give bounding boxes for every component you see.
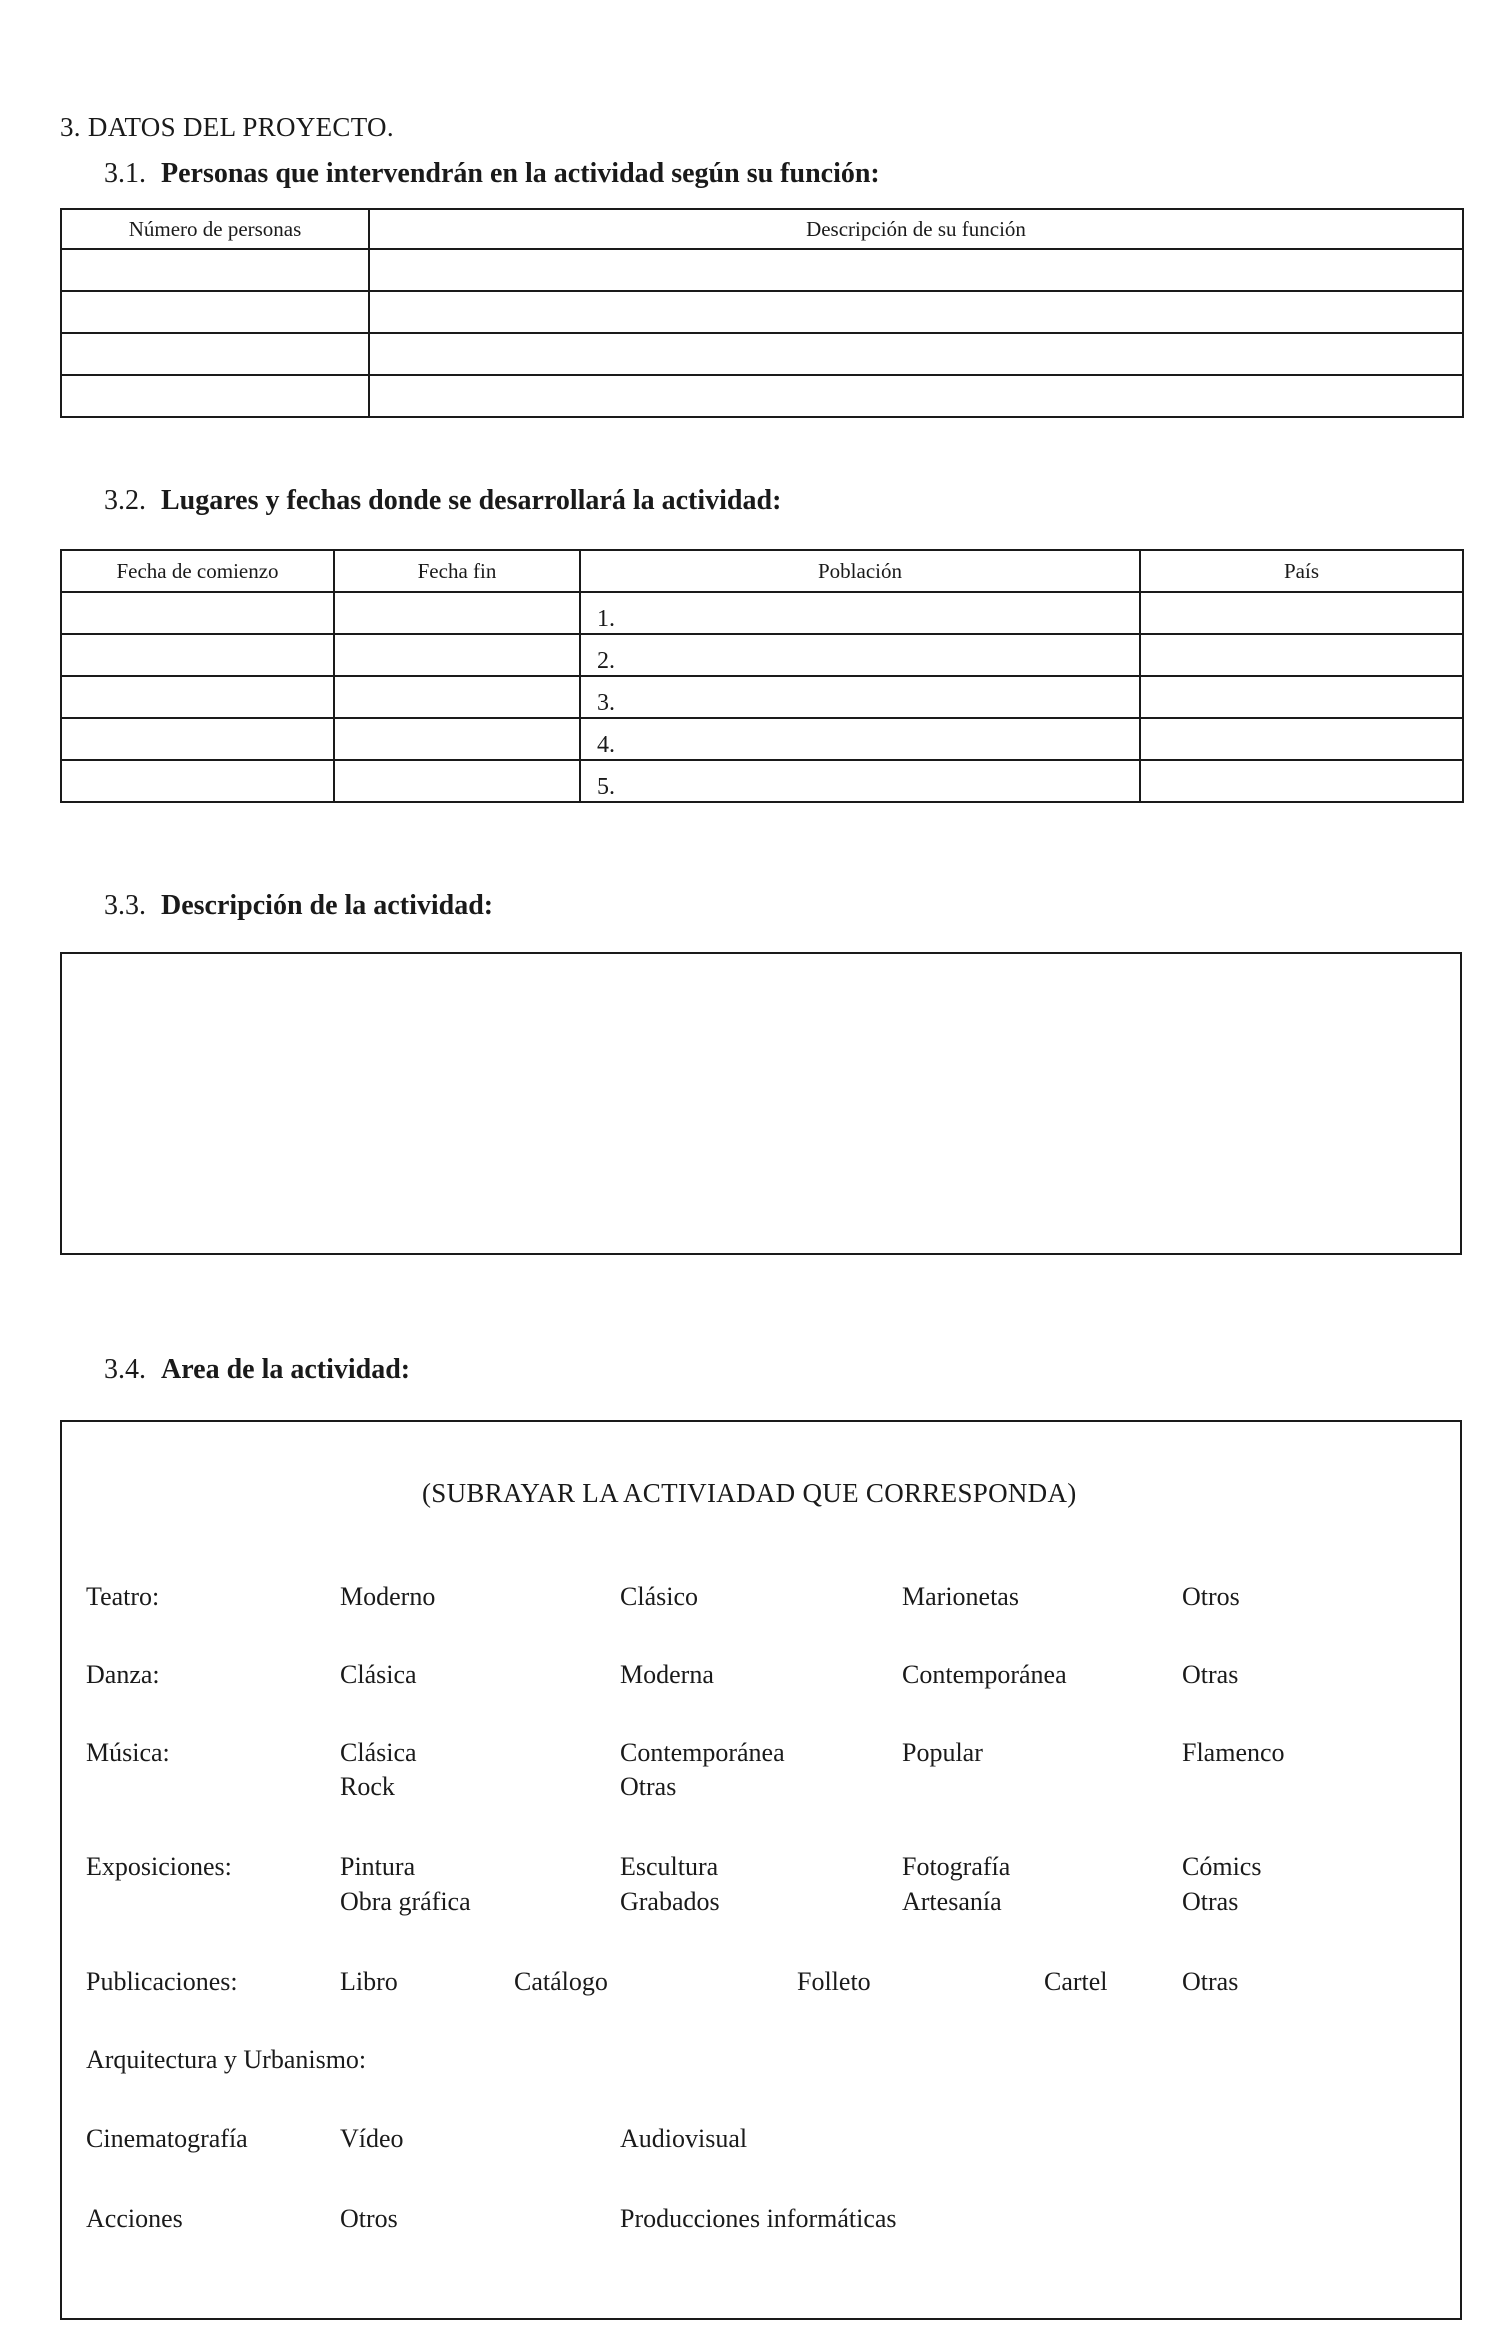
option-danza-clasica[interactable]: Clásica — [340, 1660, 417, 1689]
category-label-publicaciones: Publicaciones: — [86, 1967, 238, 1996]
option-musica-clasica[interactable]: Clásica — [340, 1738, 417, 1767]
option-teatro-clasico[interactable]: Clásico — [620, 1582, 698, 1611]
numero-cell[interactable] — [61, 249, 369, 291]
subsection-title: Personas que intervendrán en la actividad según su función: — [161, 158, 880, 189]
lugares-table — [60, 549, 1464, 803]
descripcion-textbox[interactable] — [60, 952, 1462, 1255]
fecha-comienzo-cell[interactable] — [61, 676, 334, 718]
option-audiovisual[interactable]: Audiovisual — [620, 2124, 748, 2153]
option-musica-otras[interactable]: Otras — [620, 1772, 677, 1801]
descripcion-cell[interactable] — [369, 291, 1463, 333]
pais-cell[interactable] — [1140, 718, 1463, 760]
category-label-teatro: Teatro: — [86, 1582, 160, 1611]
option-exposiciones-artesania[interactable]: Artesanía — [902, 1887, 1002, 1916]
option-danza-otras[interactable]: Otras — [1182, 1660, 1239, 1689]
pais-cell[interactable] — [1140, 760, 1463, 802]
option-exposiciones-fotografia[interactable]: Fotografía — [902, 1852, 1011, 1881]
category-label-arquitectura[interactable]: Arquitectura y Urbanismo: — [86, 2045, 367, 2074]
descripcion-cell[interactable] — [369, 333, 1463, 375]
option-exposiciones-pintura[interactable]: Pintura — [340, 1852, 416, 1881]
option-acciones-otros[interactable]: Otros — [340, 2204, 398, 2233]
column-header-fecha-comienzo: Fecha de comienzo — [61, 550, 334, 592]
poblacion-cell[interactable]: 1. — [580, 592, 1140, 634]
area-actividad-box — [60, 1420, 1462, 2320]
poblacion-cell[interactable]: 2. — [580, 634, 1140, 676]
option-exposiciones-otras[interactable]: Otras — [1182, 1887, 1239, 1916]
subsection-title: Descripción de la actividad: — [161, 890, 494, 921]
poblacion-cell[interactable]: 3. — [580, 676, 1140, 718]
fecha-comienzo-cell[interactable] — [61, 718, 334, 760]
option-acciones[interactable]: Acciones — [86, 2204, 183, 2233]
option-exposiciones-comics[interactable]: Cómics — [1182, 1852, 1262, 1881]
category-label-danza: Danza: — [86, 1660, 160, 1689]
poblacion-cell[interactable]: 4. — [580, 718, 1140, 760]
pais-cell[interactable] — [1140, 592, 1463, 634]
subsection-3-1-heading — [104, 158, 880, 190]
subsection-title: Lugares y fechas donde se desarrollará la actividad: — [161, 485, 782, 516]
option-musica-rock[interactable]: Rock — [340, 1772, 395, 1801]
option-producciones-informaticas[interactable]: Producciones informáticas — [620, 2204, 897, 2233]
option-publicaciones-catalogo[interactable]: Catálogo — [514, 1967, 608, 1996]
subsection-number: 3.3. — [104, 890, 146, 921]
option-musica-flamenco[interactable]: Flamenco — [1182, 1738, 1285, 1767]
column-header-numero: Número de personas — [61, 209, 369, 249]
fecha-comienzo-cell[interactable] — [61, 592, 334, 634]
subsection-number: 3.4. — [104, 1354, 146, 1385]
subsection-number: 3.2. — [104, 485, 146, 516]
category-label-exposiciones: Exposiciones: — [86, 1852, 232, 1881]
section-title: 3. DATOS DEL PROYECTO. — [60, 112, 394, 142]
fecha-fin-cell[interactable] — [334, 634, 580, 676]
fecha-comienzo-cell[interactable] — [61, 634, 334, 676]
subsection-3-2-heading — [104, 485, 781, 517]
fecha-fin-cell[interactable] — [334, 592, 580, 634]
column-header-poblacion: Población — [580, 550, 1140, 592]
option-publicaciones-libro[interactable]: Libro — [340, 1967, 398, 1996]
option-publicaciones-folleto[interactable]: Folleto — [797, 1967, 871, 1996]
option-cinematografia[interactable]: Cinematografía — [86, 2124, 248, 2153]
personas-table — [60, 208, 1464, 418]
option-publicaciones-cartel[interactable]: Cartel — [1044, 1967, 1108, 1996]
pais-cell[interactable] — [1140, 676, 1463, 718]
descripcion-cell[interactable] — [369, 375, 1463, 417]
numero-cell[interactable] — [61, 333, 369, 375]
option-danza-contemporanea[interactable]: Contemporánea — [902, 1660, 1067, 1689]
option-teatro-marionetas[interactable]: Marionetas — [902, 1582, 1019, 1611]
category-label-musica: Música: — [86, 1738, 170, 1767]
numero-cell[interactable] — [61, 375, 369, 417]
option-teatro-moderno[interactable]: Moderno — [340, 1582, 436, 1611]
column-header-fecha-fin: Fecha fin — [334, 550, 580, 592]
instruction-text: (SUBRAYAR LA ACTIVIADAD QUE CORRESPONDA) — [422, 1478, 1077, 1508]
option-teatro-otros[interactable]: Otros — [1182, 1582, 1240, 1611]
descripcion-cell[interactable] — [369, 249, 1463, 291]
fecha-comienzo-cell[interactable] — [61, 760, 334, 802]
subsection-title: Area de la actividad: — [161, 1354, 411, 1385]
option-publicaciones-otras[interactable]: Otras — [1182, 1967, 1239, 1996]
numero-cell[interactable] — [61, 291, 369, 333]
option-musica-popular[interactable]: Popular — [902, 1738, 983, 1767]
fecha-fin-cell[interactable] — [334, 760, 580, 802]
fecha-fin-cell[interactable] — [334, 676, 580, 718]
fecha-fin-cell[interactable] — [334, 718, 580, 760]
subsection-3-4-heading — [104, 1354, 410, 1386]
column-header-descripcion: Descripción de su función — [369, 209, 1463, 249]
option-exposiciones-obra-grafica[interactable]: Obra gráfica — [340, 1887, 471, 1916]
column-header-pais: País — [1140, 550, 1463, 592]
option-musica-contemporanea[interactable]: Contemporánea — [620, 1738, 785, 1767]
pais-cell[interactable] — [1140, 634, 1463, 676]
poblacion-cell[interactable]: 5. — [580, 760, 1140, 802]
option-exposiciones-escultura[interactable]: Escultura — [620, 1852, 719, 1881]
option-video[interactable]: Vídeo — [340, 2124, 404, 2153]
option-exposiciones-grabados[interactable]: Grabados — [620, 1887, 720, 1916]
subsection-number: 3.1. — [104, 158, 146, 189]
option-danza-moderna[interactable]: Moderna — [620, 1660, 714, 1689]
subsection-3-3-heading — [104, 890, 493, 922]
